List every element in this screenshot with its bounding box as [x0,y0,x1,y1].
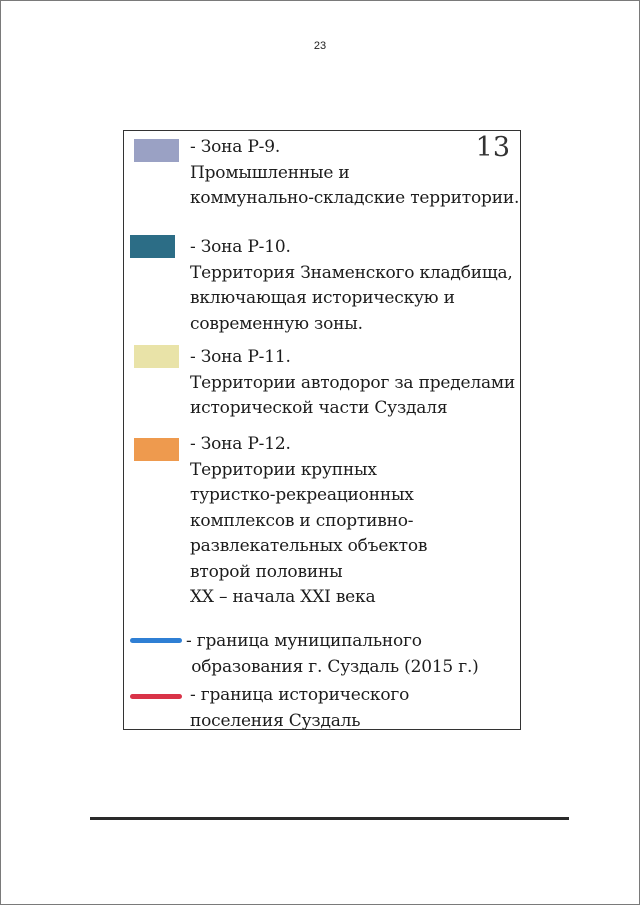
zone-r11-desc-line: исторической части Суздаля [190,398,448,418]
zone-r12-desc-line: развлекательных объектов [190,536,428,556]
zone-r12-title: - Зона Р-12. [190,434,291,454]
zone-r9-desc-line: Промышленные и [190,162,350,183]
municipal-boundary-label-line: - граница муниципального [186,631,422,651]
zone-r11-swatch [134,345,179,368]
zone-r12-desc-line: Территории крупных [190,459,377,480]
municipal-boundary-text [186,629,479,680]
zone-r10-desc-line: Территория Знаменского кладбища, [190,262,513,283]
zone-r9-title: - Зона Р-9. [190,137,281,157]
zone-r11-desc-line: Территории автодорог за пределами [190,372,516,393]
zone-r10-desc-line: современную зоны. [190,313,363,334]
zone-r9-swatch [134,139,179,162]
zone-r12-text [190,432,427,611]
municipal-boundary-line [130,638,182,643]
zone-r9-text [190,135,519,212]
zone-r10-text [190,235,513,337]
map-legend [123,130,521,730]
zone-r11-title: - Зона Р-11. [190,347,291,367]
zone-r12-desc-line: туристко-рекреационных [190,485,414,505]
zone-r12-desc-line: XX – начала XXI века [190,587,376,607]
zone-r12-desc-line: комплексов и спортивно- [190,510,414,531]
zone-r10-swatch [130,235,175,258]
zone-r9-desc-line: коммунально-складские территории. [190,188,520,208]
zone-r11-text [190,345,515,422]
zone-r10-desc-line: включающая историческую и [190,288,455,308]
zone-r12-swatch [134,438,179,461]
zone-r10-title: - Зона Р-10. [190,237,291,257]
historic-boundary-label-line: - граница исторического [190,685,410,705]
historic-boundary-line [130,694,182,699]
zone-r12-desc-line: второй половины [190,561,343,582]
municipal-boundary-label-line: образования г. Суздаль (2015 г.) [186,656,479,677]
footer-rule [90,817,569,820]
page-number: 23 [313,40,327,52]
sheet-number: 13 [475,132,510,163]
historic-boundary-label-line: поселения Суздаль [190,710,361,731]
historic-boundary-text [190,683,409,734]
